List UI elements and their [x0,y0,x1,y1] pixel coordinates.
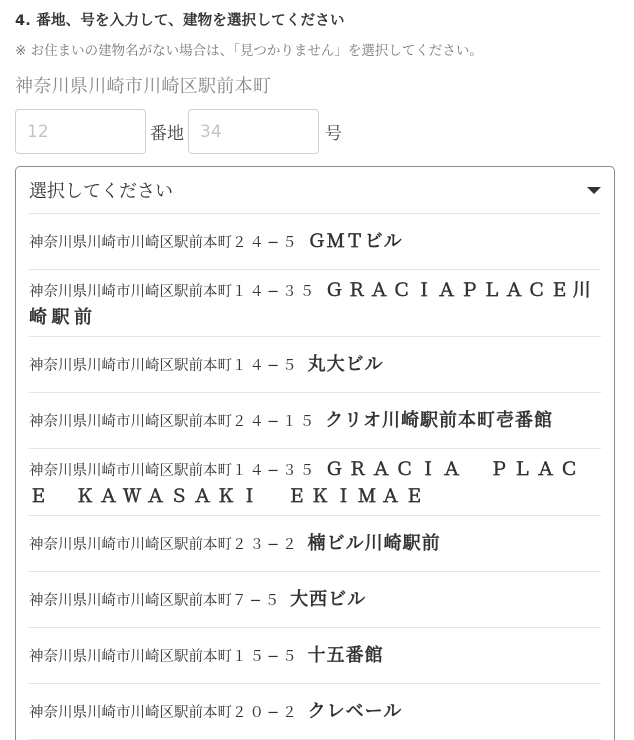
option-building-name: ＧＲＡＣＩＡ ＰＬＡＣＥ ＫＡＷＡＳＡＫＩ ＥＫＩＭＡＥ [29,459,584,507]
option-address-number: １５−５ [232,649,300,665]
address-number-row [15,109,346,154]
base-address: 神奈川県川崎市川崎区駅前本町 [15,76,272,97]
building-option[interactable] [29,516,601,572]
option-building-name: クリオ川崎駅前本町壱番館 [325,410,553,431]
option-address-number: １４−３５ [232,463,318,479]
banchi-input[interactable] [15,109,146,154]
building-select-header[interactable] [29,167,601,214]
building-option[interactable] [29,393,601,449]
building-option-list [29,214,601,740]
go-input[interactable] [188,109,319,154]
option-building-name: ＧＲＡＣＩＡＰＬＡＣＥ川崎駅前 [29,280,596,328]
select-placeholder: 選択してください [29,181,173,202]
chevron-down-icon[interactable] [587,187,601,194]
option-address: 神奈川県川崎市川崎区駅前本町 [29,537,232,553]
option-address: 神奈川県川崎市川崎区駅前本町 [29,235,232,251]
building-select[interactable] [15,166,615,740]
option-address: 神奈川県川崎市川崎区駅前本町 [29,284,232,300]
option-building-name: 十五番館 [307,645,384,666]
option-address: 神奈川県川崎市川崎区駅前本町 [29,705,232,721]
option-building-name: クレベール [307,701,403,722]
option-address-number: ２３−２ [232,537,300,553]
option-building-name: ＧＭＴビル [307,231,403,252]
option-address-number: １４−３５ [232,284,318,300]
building-option[interactable] [29,572,601,628]
instruction-note: ※ お住まいの建物名がない場合は、「見つかりません」を選択してください。 [15,43,483,59]
building-option[interactable] [29,684,601,740]
building-option[interactable] [29,270,601,337]
option-address: 神奈川県川崎市川崎区駅前本町 [29,463,232,479]
building-option[interactable] [29,214,601,270]
option-address-number: ２４−５ [232,235,300,251]
option-address-number: ２４−１５ [232,414,318,430]
step-title: 4. 番地、号を入力して、建物を選択してください [15,13,345,29]
option-address: 神奈川県川崎市川崎区駅前本町 [29,358,232,374]
option-address: 神奈川県川崎市川崎区駅前本町 [29,414,232,430]
go-unit-label: 号 [325,124,342,144]
option-building-name: 丸大ビル [307,354,384,375]
building-option[interactable] [29,628,601,684]
option-building-name: 楠ビル川崎駅前 [307,533,441,554]
option-address-number: ７−５ [232,593,283,609]
building-option[interactable] [29,449,601,516]
option-address-number: ２０−２ [232,705,300,721]
option-building-name: 大西ビル [290,589,367,610]
building-option[interactable] [29,337,601,393]
option-address: 神奈川県川崎市川崎区駅前本町 [29,593,232,609]
option-address: 神奈川県川崎市川崎区駅前本町 [29,649,232,665]
option-address-number: １４−５ [232,358,300,374]
banchi-unit-label: 番地 [150,124,184,144]
